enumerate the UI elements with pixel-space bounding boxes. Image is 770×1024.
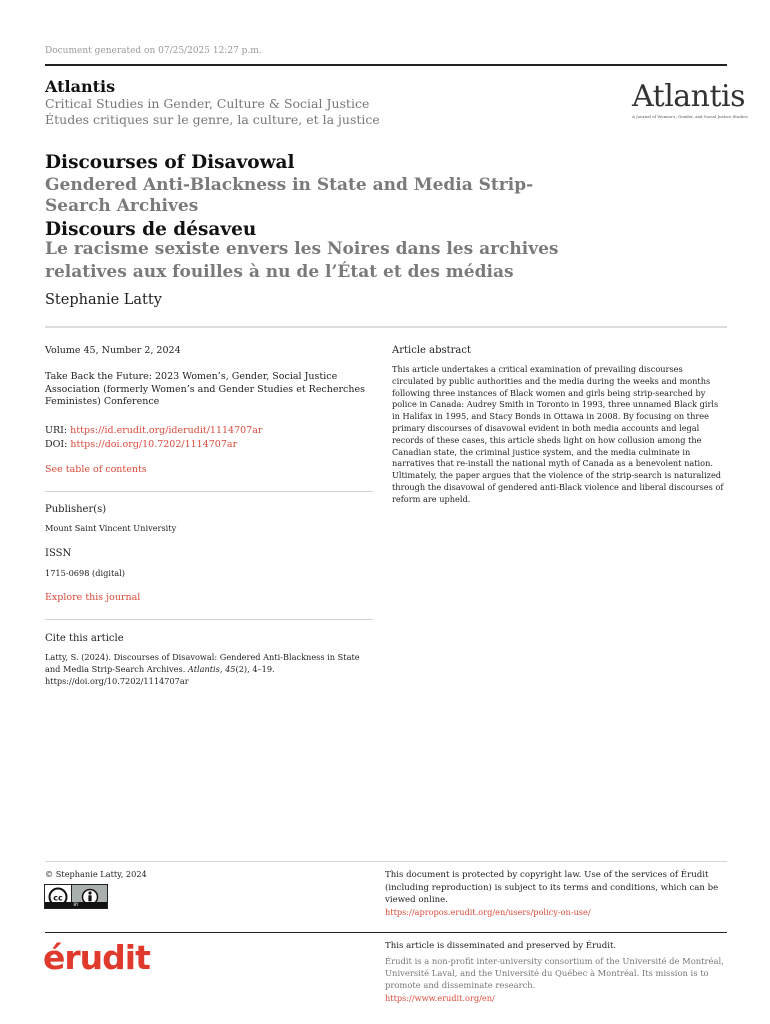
section-rule xyxy=(45,326,727,328)
citation-doi: https://doi.org/10.7202/1114707ar xyxy=(45,675,189,686)
cc-by-label: BY xyxy=(45,902,107,908)
cite-heading: Cite this article xyxy=(45,633,124,644)
article-title-en: Discourses of Disavowal xyxy=(45,152,295,173)
erudit-site-link[interactable]: https://www.erudit.org/en/ xyxy=(385,993,495,1003)
article-subtitle-fr: Le racisme sexiste envers les Noires dans les archives relatives aux fouilles à nu de l’État et des médias xyxy=(45,239,559,282)
uri-line xyxy=(45,425,262,438)
citation-sep: , xyxy=(219,663,223,674)
citation-text: Latty, S. (2024). Discourses of Disavowal: Gendered Anti-Blackness in State and Media Strip-Search Archives. xyxy=(45,652,360,674)
issue-title: Take Back the Future: 2023 Women’s, Gender, Social Justice Association (formerly Women’s and Gender Studies et Recherches Feministes) Conference xyxy=(45,371,365,407)
journal-logo-tagline: A Journal of Women's, Gender, and Social Justice Studies xyxy=(632,114,748,119)
journal-logo xyxy=(632,79,748,122)
generated-note: Document generated on 07/25/2025 12:27 p.m. xyxy=(45,46,262,56)
uri-link[interactable]: https://id.erudit.org/iderudit/1114707ar xyxy=(70,425,263,436)
issn-value: 1715-0698 (digital) xyxy=(45,568,125,578)
publisher-heading: Publisher(s) xyxy=(45,504,107,515)
issn-heading: ISSN xyxy=(45,548,72,559)
volume-info: Volume 45, Number 2, 2024 xyxy=(45,345,181,356)
publisher-name: Mount Saint Vincent University xyxy=(45,523,177,533)
journal-subtitle-fr: Études critiques sur le genre, la culture, et la justice xyxy=(45,112,380,127)
explore-journal-link[interactable]: Explore this journal xyxy=(45,592,141,603)
toc-link[interactable]: See table of contents xyxy=(45,464,147,475)
footer-rule xyxy=(45,861,727,862)
footer-rule-2 xyxy=(45,932,727,933)
abstract-text: This article undertakes a critical examination of prevailing discourses circulated by public authorities and the media during the weeks and months following three instances of Black women and girls being strip-searched by police in Canada: Audrey Smith in Toronto in 1993, three unnamed Black girls in Halifax in 1995, and Stacy Bonds in Ottawa in 2008. By focusing on three primary discourses of disavowal evident in both media accounts and legal records of these cases, this article sheds light on how collusion among the Canadian state, the criminal justice system, and the media culminate in narratives that re-install the national myth of Canada as a benevolent nation. Ultimately, the paper argues that the violence of the strip-search is naturalized through the disavowal of gendered anti-Black violence and liberal discourses of reform are upheld. xyxy=(392,364,724,504)
article-subtitle-en: Gendered Anti-Blackness in State and Media Strip-Search Archives xyxy=(45,175,534,216)
cc-by-license-badge[interactable] xyxy=(44,884,108,909)
journal-name: Atlantis xyxy=(45,77,116,96)
left-rule-2 xyxy=(45,619,373,620)
doi-link[interactable]: https://doi.org/10.7202/1114707ar xyxy=(70,439,238,450)
left-rule-1 xyxy=(45,491,373,492)
copyright-notice: This document is protected by copyright law. Use of the services of Érudit (including reproduction) is subject to its terms and conditions, which can be viewed online. xyxy=(385,870,719,905)
journal-logo-word: Atlantis xyxy=(632,79,746,114)
svg-text:cc: cc xyxy=(53,893,63,902)
article-title-fr: Discours de désaveu xyxy=(45,219,257,240)
policy-link[interactable]: https://apropos.erudit.org/en/users/policy-on-use/ xyxy=(385,907,591,917)
top-rule xyxy=(45,64,727,66)
erudit-logo: érudit xyxy=(43,938,150,977)
journal-subtitle-en: Critical Studies in Gender, Culture & Social Justice xyxy=(45,96,370,111)
copyright: © Stephanie Latty, 2024 xyxy=(45,869,147,879)
doi-line xyxy=(45,439,237,452)
citation xyxy=(45,652,377,687)
citation-journal: Atlantis xyxy=(187,663,220,674)
dissemination-note: This article is disseminated and preserved by Érudit. xyxy=(385,941,617,951)
uri-label: URI: xyxy=(45,425,68,436)
abstract-heading: Article abstract xyxy=(392,345,471,356)
citation-volume: 45 xyxy=(225,663,236,674)
article-author: Stephanie Latty xyxy=(45,292,162,308)
citation-pages: (2), 4–19. xyxy=(235,663,275,674)
consortium-note: Érudit is a non-profit inter-university consortium of the Université de Montréal, Université Laval, and the Université du Québec à Montréal. Its mission is to promote and disseminate research. xyxy=(385,956,724,991)
doi-label: DOI: xyxy=(45,439,68,450)
